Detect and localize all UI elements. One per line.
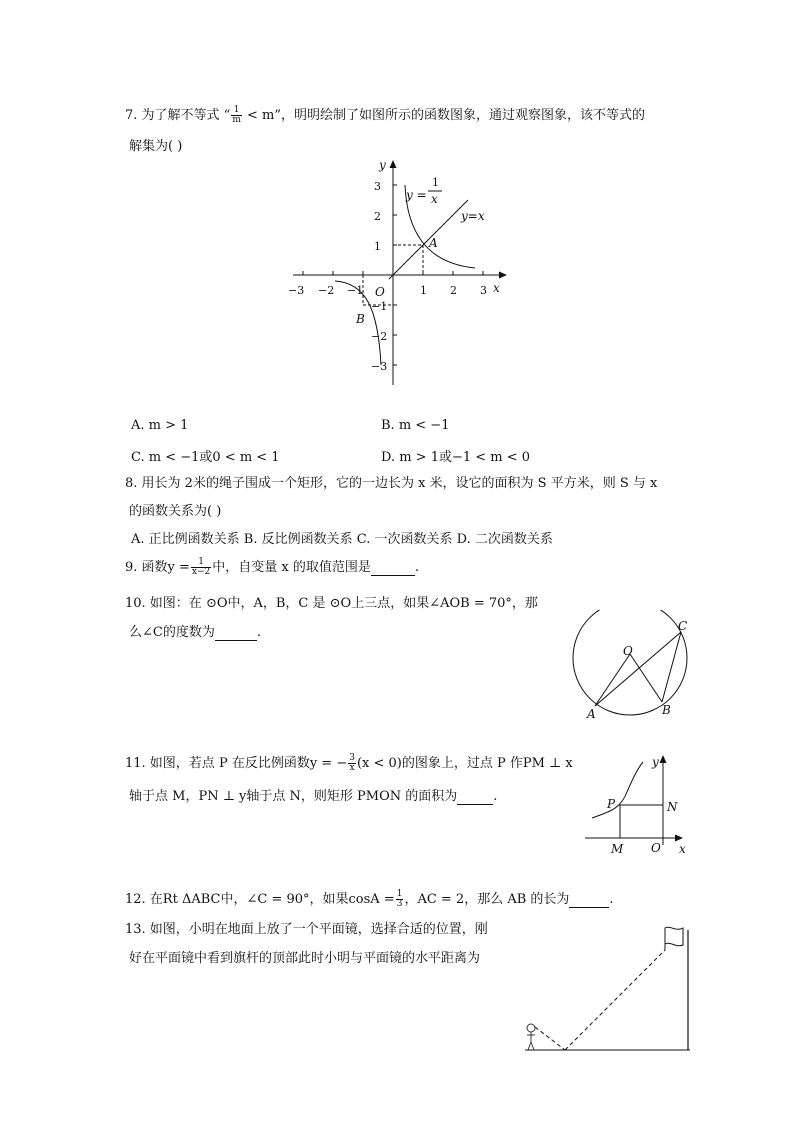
q7-line1: 7. 为了解不等式 “ $\frac{1}{m}$ < m”，明明绘制了如图所示的函数图象，通过观察图象，该不等式的 bbox=[125, 105, 646, 125]
y-tick-label: −3 bbox=[371, 360, 388, 373]
sight-line-to-flag bbox=[565, 950, 665, 1050]
point-p-label: P bbox=[607, 797, 616, 811]
x-tick-label: −3 bbox=[288, 284, 305, 297]
curve-label-den: x bbox=[431, 192, 438, 206]
q11-fraction: $\frac{3}{x}$ bbox=[349, 753, 355, 773]
flag bbox=[665, 927, 683, 946]
point-c-label: C bbox=[678, 619, 688, 633]
answer-blank bbox=[569, 892, 609, 908]
y-tick-label: 2 bbox=[374, 210, 381, 223]
q7-fraction: $\frac{1}{m}$ bbox=[232, 105, 241, 125]
q10-line1: 10. 如图：在 ⊙O中，A，B，C 是 ⊙O上三点，如果∠AOB = 70°，那 bbox=[125, 596, 538, 611]
hyperbola-curve bbox=[592, 762, 643, 818]
y-axis-label: y bbox=[652, 755, 659, 769]
point-a-label: A bbox=[429, 236, 438, 250]
q8-line1: 8. 用长为 2米的绳子围成一个矩形，它的一边长为 x 米，设它的面积为 S 平方米，则 S 与 x bbox=[125, 476, 658, 491]
x-axis-label: x bbox=[679, 842, 686, 856]
q11-line1: 11. 如图，若点 P 在反比例函数y = − $\frac{3}{x}$ (x < 0)的图象上，过点 P 作PM ⊥ x bbox=[125, 753, 573, 773]
y-tick-label: −1 bbox=[371, 300, 388, 313]
point-b-label: B bbox=[662, 703, 671, 717]
circle-o bbox=[573, 610, 687, 715]
x-tick-label: 2 bbox=[450, 284, 457, 297]
q9-fraction: $\frac{1}{x-2}$ bbox=[191, 557, 211, 577]
y-tick-label: −2 bbox=[371, 330, 388, 343]
q13-flagpole-figure bbox=[520, 920, 695, 1055]
point-b-label: B bbox=[356, 312, 365, 326]
point-m-label: M bbox=[611, 842, 624, 856]
y-tick-label: 1 bbox=[374, 240, 381, 253]
x-tick-label: 3 bbox=[480, 284, 487, 297]
q11-figure bbox=[580, 750, 695, 860]
q10-line2: 么∠C的度数为 . bbox=[129, 625, 261, 640]
x-tick-label: 1 bbox=[420, 284, 427, 297]
rectangle-pmon bbox=[620, 805, 663, 838]
x-tick-label: −2 bbox=[318, 284, 335, 297]
x-axis-label: x bbox=[493, 281, 500, 295]
y-axis-label: y bbox=[379, 158, 386, 172]
x-axis-arrow bbox=[499, 272, 507, 279]
answer-blank bbox=[215, 625, 257, 641]
q12-line: 12. 在Rt ΔABC中，∠C = 90°，如果cosA = $\frac{1}{3}$ ，AC = 2，那么 AB 的长为 . bbox=[125, 889, 614, 909]
q7-option-c: C. m < −1或0 < m < 1 bbox=[131, 450, 280, 465]
q13-line2: 好在平面镜中看到旗杆的顶部此时小明与平面镜的水平距离为 bbox=[129, 951, 481, 966]
sight-line-to-mirror bbox=[535, 1027, 565, 1050]
answer-blank bbox=[457, 789, 493, 805]
line-label: y=x bbox=[461, 209, 485, 223]
center-o-label: O bbox=[623, 644, 633, 658]
point-a-label: A bbox=[587, 707, 596, 721]
point-n-label: N bbox=[667, 800, 678, 814]
q7-option-d: D. m > 1或−1 < m < 0 bbox=[381, 450, 531, 465]
curve-label-num: 1 bbox=[432, 176, 439, 189]
q13-line1: 13. 如图，小明在地面上放了一个平面镜，选择合适的位置，刚 bbox=[125, 922, 488, 937]
y-axis-arrow bbox=[390, 160, 397, 168]
origin-label: O bbox=[651, 841, 661, 855]
x-tick-label: −1 bbox=[347, 284, 364, 297]
person-figure bbox=[527, 1024, 535, 1050]
q7-option-b: B. m < −1 bbox=[381, 418, 450, 433]
y-tick-label: 3 bbox=[374, 180, 381, 193]
q8-line2: 的函数关系为( ) bbox=[129, 504, 222, 519]
q10-circle-figure bbox=[565, 610, 700, 725]
q12-fraction: $\frac{1}{3}$ bbox=[396, 889, 403, 909]
q7-graph bbox=[285, 155, 515, 390]
curve-label-prefix: y = bbox=[406, 188, 427, 202]
q7-option-a: A. m > 1 bbox=[131, 418, 189, 433]
origin-label: O bbox=[375, 285, 385, 299]
q9-line: 9. 函数y = $\frac{1}{x-2}$ 中，自变量 x 的取值范围是 . bbox=[125, 557, 419, 577]
q8-options: A. 正比例函数关系 B. 反比例函数关系 C. 一次函数关系 D. 二次函数关系 bbox=[131, 532, 553, 547]
answer-blank bbox=[371, 560, 415, 576]
q11-line2: 轴于点 M，PN ⊥ y轴于点 N，则矩形 PMON 的面积为 . bbox=[129, 789, 498, 804]
q7-line2: 解集为( ) bbox=[129, 139, 183, 154]
